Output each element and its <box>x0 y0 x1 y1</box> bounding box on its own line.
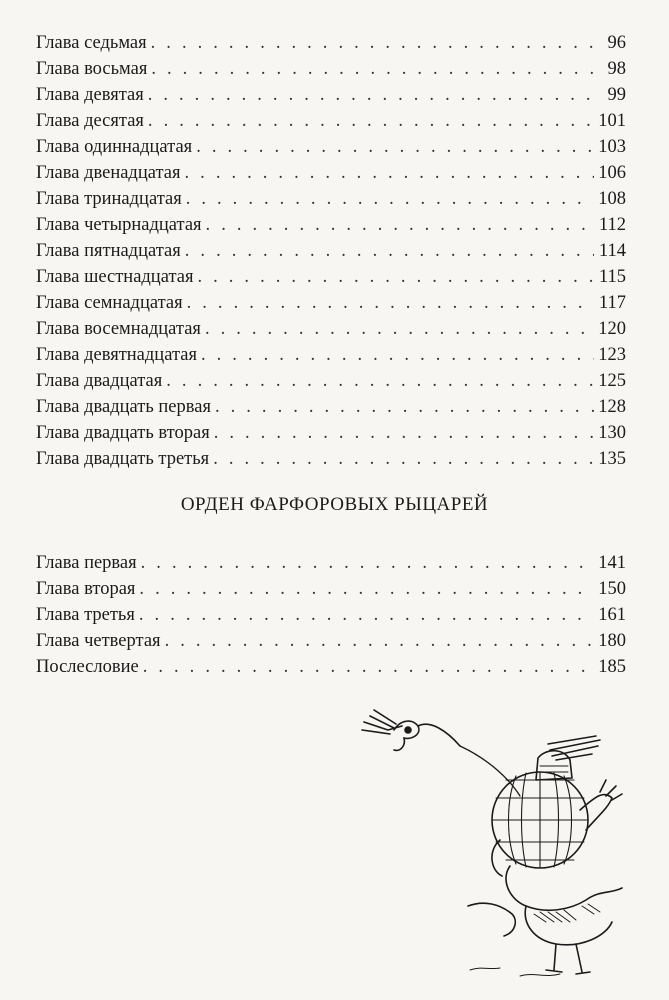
toc-entry-title: Глава двадцать вторая <box>36 423 210 443</box>
toc-entry-title: Глава восемнадцатая <box>36 319 201 339</box>
toc-entry-page: 120 <box>598 319 626 339</box>
dot-leader <box>186 186 594 212</box>
toc-entry[interactable] <box>36 56 626 82</box>
toc-entry[interactable] <box>36 368 626 394</box>
dot-leader <box>141 550 594 576</box>
toc-entry[interactable] <box>36 602 626 628</box>
toc-entry-page: 114 <box>598 241 626 261</box>
toc-entry-page: 108 <box>598 189 626 209</box>
toc-entry-page: 101 <box>598 111 626 131</box>
toc-entry-title: Послесловие <box>36 657 139 677</box>
dot-leader <box>206 212 594 238</box>
dot-leader <box>166 368 594 394</box>
toc-entry[interactable] <box>36 550 626 576</box>
toc-entry-title: Глава пятнадцатая <box>36 241 181 261</box>
section-heading: ОРДЕН ФАРФОРОВЫХ РЫЦАРЕЙ <box>180 494 489 515</box>
dot-leader <box>187 290 594 316</box>
toc-entry-title: Глава тринадцатая <box>36 189 182 209</box>
toc-entry-title: Глава девятая <box>36 85 144 105</box>
toc-entry-page: 135 <box>598 449 626 469</box>
toc-entry[interactable] <box>36 82 626 108</box>
toc-entry[interactable] <box>36 654 626 680</box>
toc-entry-page: 98 <box>607 59 626 79</box>
toc-entry-page: 96 <box>607 33 626 53</box>
dot-leader <box>148 82 594 108</box>
toc-entry[interactable] <box>36 238 626 264</box>
toc-entry-title: Глава вторая <box>36 579 136 599</box>
dot-leader <box>151 56 594 82</box>
toc-entry-title: Глава девятнадцатая <box>36 345 197 365</box>
toc-entry-page: 123 <box>598 345 626 365</box>
toc-entry[interactable] <box>36 420 626 446</box>
toc-entry[interactable] <box>36 394 626 420</box>
dot-leader <box>165 628 594 654</box>
toc-entry-title: Глава одиннадцатая <box>36 137 193 157</box>
toc-entry[interactable] <box>36 134 626 160</box>
dot-leader <box>213 446 594 472</box>
dot-leader <box>185 160 594 186</box>
dot-leader <box>215 394 594 420</box>
toc-entry-page: 115 <box>598 267 626 287</box>
table-of-contents-part-2 <box>36 550 626 680</box>
toc-entry[interactable] <box>36 576 626 602</box>
toc-entry[interactable] <box>36 446 626 472</box>
toc-entry[interactable] <box>36 342 626 368</box>
toc-entry-page: 117 <box>598 293 626 313</box>
toc-entry[interactable] <box>36 628 626 654</box>
toc-entry-title: Глава восьмая <box>36 59 148 79</box>
dot-leader <box>197 264 594 290</box>
toc-entry-title: Глава седьмая <box>36 33 147 53</box>
dot-leader <box>139 602 594 628</box>
dot-leader <box>151 30 594 56</box>
dot-leader <box>214 420 594 446</box>
dot-leader <box>148 108 594 134</box>
toc-entry-page: 128 <box>598 397 626 417</box>
toc-entry[interactable] <box>36 316 626 342</box>
toc-entry[interactable] <box>36 212 626 238</box>
toc-entry-page: 112 <box>598 215 626 235</box>
toc-entry-page: 99 <box>607 85 626 105</box>
toc-entry-page: 180 <box>598 631 626 651</box>
toc-entry-title: Глава четвертая <box>36 631 161 651</box>
toc-entry-title: Глава шестнадцатая <box>36 267 194 287</box>
toc-entry-page: 106 <box>598 163 626 183</box>
toc-entry-page: 161 <box>598 605 626 625</box>
dot-leader <box>139 576 594 602</box>
toc-entry-page: 103 <box>598 137 626 157</box>
toc-entry-page: 125 <box>598 371 626 391</box>
dot-leader <box>196 134 594 160</box>
toc-entry-title: Глава двадцать третья <box>36 449 210 469</box>
toc-entry[interactable] <box>36 108 626 134</box>
ink-sketch-globe-figure-icon <box>350 700 650 990</box>
toc-entry[interactable] <box>36 160 626 186</box>
dot-leader <box>185 238 594 264</box>
toc-entry-title: Глава двадцать первая <box>36 397 211 417</box>
toc-entry-title: Глава семнадцатая <box>36 293 183 313</box>
toc-entry-title: Глава десятая <box>36 111 144 131</box>
toc-entry-title: Глава двадцатая <box>36 371 163 391</box>
toc-entry-title: Глава четырнадцатая <box>36 215 202 235</box>
toc-entry-page: 185 <box>598 657 626 677</box>
toc-entry-title: Глава первая <box>36 553 137 573</box>
toc-entry[interactable] <box>36 186 626 212</box>
toc-entry-title: Глава двенадцатая <box>36 163 181 183</box>
toc-entry[interactable] <box>36 290 626 316</box>
toc-entry[interactable] <box>36 30 626 56</box>
toc-entry-title: Глава третья <box>36 605 135 625</box>
dot-leader <box>143 654 594 680</box>
dot-leader <box>201 342 594 368</box>
table-of-contents-part-1 <box>36 30 626 472</box>
toc-entry-page: 141 <box>598 553 626 573</box>
toc-entry-page: 130 <box>598 423 626 443</box>
toc-entry-page: 150 <box>598 579 626 599</box>
dot-leader <box>205 316 594 342</box>
toc-entry[interactable] <box>36 264 626 290</box>
